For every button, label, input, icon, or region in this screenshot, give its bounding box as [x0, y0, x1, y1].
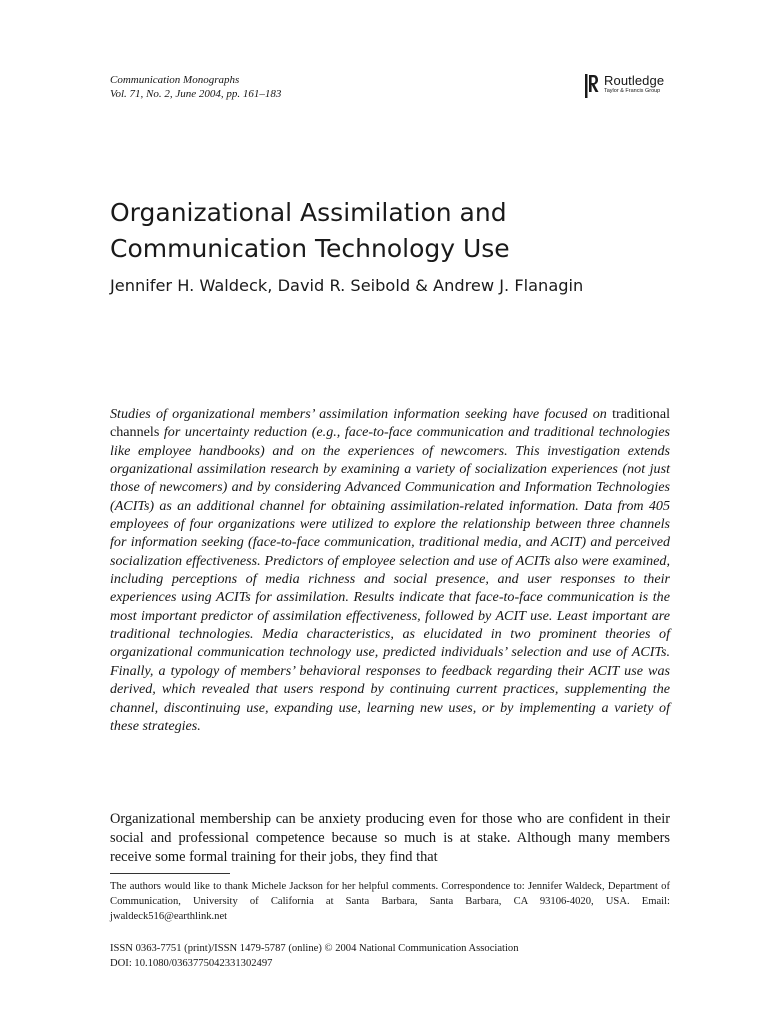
abstract-text-3: for uncertainty reduction (e.g., face-to-face communication and traditional technologies like employee handbooks) and on the experiences of newcomers. This investigation extends organizational assimilation research by examining a variety of socialization experiences (not just those of newcomers) and by considering Advanced Communication and Information Technologies (ACITs) as an additional channel for obtaining assimilation-related information. Data from 405 employees of four organizations were utilized to explore the relationship between three channels for information seeking (face-to-face communication, traditional media, and ACIT) and perceived socialization effectiveness. Predictors of employee selection and use of ACITs also were examined, including perceptions of media richness and social presence, and user responses to their experiences using ACITs for assimilation. Results indicate that face-to-face communication is the most important predictor of assimilation effectiveness, followed by ACIT use. Least important are traditional technologies. Media characteristics, as elucidated in two prominent theories of organizational communication technology use, predicted individuals’ selection and use of ACITs. Finally, a typology of members’ behavioral responses to feedback regarding their ACIT use was derived, which revealed that users respond by continuing current practices, supplementing the channel, discontinuing use, expanding use, learning new uses, or by implementing a variety of these strategies.	[110, 424, 670, 734]
publisher-subline: Taylor & Francis Group	[604, 88, 661, 94]
publication-info	[110, 941, 519, 971]
body-paragraph: Organizational membership can be anxiety producing even for those who are confident in their social and professional competence because so much is at stake. Although many members receive some formal training for their jobs, they find that	[110, 811, 670, 865]
footnote: The authors would like to thank Michele Jackson for her helpful comments. Correspondence to: Jennifer Waldeck, Department of Communication, University of California at Santa Barbara, Santa Barbara, CA 93106-4020, USA. Email: jwaldeck516@earthlink.net	[110, 881, 670, 922]
journal-name: Communication Monographs	[110, 74, 240, 86]
abstract	[110, 405, 670, 735]
journal-header	[110, 73, 281, 101]
article-title: Organizational Assimilation and Communication Technology Use	[110, 198, 510, 263]
issn-line: ISSN 0363-7751 (print)/ISSN 1479-5787 (online) © 2004 National Communication Association	[110, 943, 519, 954]
doi-line: DOI: 10.1080/0363775042331302497	[110, 958, 273, 969]
article-authors: Jennifer H. Waldeck, David R. Seibold & Andrew J. Flanagin	[110, 276, 584, 295]
abstract-text-1: Studies of organizational members’ assimilation information seeking have focused on	[110, 406, 607, 422]
abstract-text-2: traditional channels	[110, 406, 670, 441]
footnote-divider	[110, 873, 230, 874]
routledge-icon	[584, 74, 600, 98]
volume-line: Vol. 71, No. 2, June 2004, pp. 161–183	[110, 88, 282, 100]
publisher-name: Routledge	[604, 73, 665, 88]
publisher-logo	[584, 74, 664, 98]
